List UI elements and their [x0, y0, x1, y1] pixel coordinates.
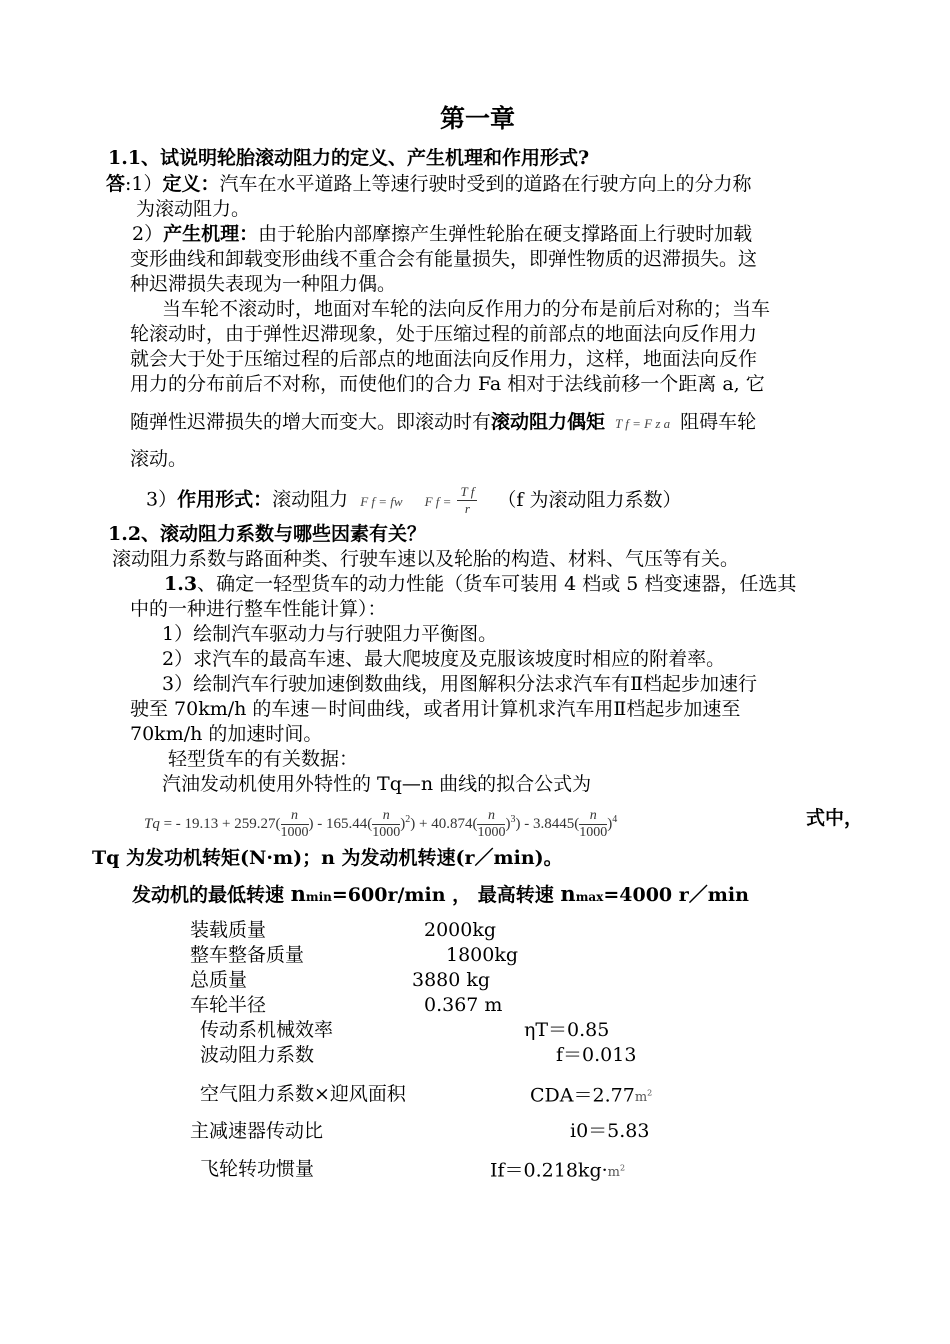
engine-speed-range [132, 882, 749, 909]
fraction-numerator: n [281, 808, 309, 825]
formula-paren: ) [505, 816, 511, 832]
item-3-label: 作用形式 [177, 488, 254, 511]
rolling-force-formula: F f = fw [360, 493, 403, 509]
item-1-colon: ： [200, 173, 220, 195]
formula-tail: 式中， [806, 807, 864, 829]
unit-m: m [607, 1165, 620, 1181]
paragraph-line-5-tail: 阻碍车轮 [680, 411, 757, 433]
answer-1-line-1 [106, 172, 752, 196]
item-3-colon: ： [253, 488, 273, 511]
param-value: 2000kg [424, 919, 497, 941]
item-2-line-2: 变形曲线和卸载变形曲线不重合会有能量损失，即弹性物质的迟滞损失。这 [130, 248, 758, 270]
unit-exponent: 2 [619, 1164, 626, 1173]
task-3-line-1: 3）绘制汽车行驶加速倒数曲线，用图解积分法求汽车有Ⅱ档起步加速行 [162, 673, 758, 695]
item-3-line [146, 484, 681, 520]
param-label: 飞轮转功惯量 [200, 1158, 315, 1180]
square-meter-unit [608, 1165, 625, 1180]
param-value: 0.367 m [424, 994, 503, 1016]
unit-exponent: 2 [647, 1089, 653, 1098]
rolling-force-fraction [457, 484, 477, 517]
fraction-denominator: 1000 [280, 825, 309, 841]
param-value-row [490, 1157, 625, 1185]
exponent-4: 4 [612, 814, 618, 825]
chapter-title: 第一章 [440, 104, 516, 133]
question-2-heading: 1.2、滚动阻力系数与哪些因素有关？ [108, 523, 427, 545]
exponent-3: 3 [510, 814, 516, 825]
paragraph-line-6: 滚动。 [130, 448, 188, 470]
formula-paren: ) [607, 816, 613, 832]
param-label: 车轮半径 [190, 994, 267, 1016]
question-2-answer: 滚动阻力系数与路面种类、行驶车速以及轮胎的构造、材料、气压等有关。 [112, 548, 740, 570]
task-3-line-3: 70km/h 的加速时间。 [130, 723, 323, 745]
rolling-force-formula-2-lhs: F f = [424, 493, 452, 509]
speed-text-c: =4000 r／min [603, 884, 749, 906]
param-label: 主减速器传动比 [190, 1120, 324, 1142]
fraction-denominator: 1000 [372, 825, 401, 841]
item-2-text: 由于轮胎内部摩擦产生弹性轮胎在硬支撑路面上行驶时加载 [258, 223, 753, 245]
param-value: If＝0.218kg· [490, 1159, 608, 1182]
answer-1-line-2: 为滚动阻力。 [136, 198, 251, 220]
question-3-line-1 [164, 572, 796, 596]
paragraph-line-4: 用力的分布前后不对称，而使他们的合力 Fa 相对于法线前移一个距离 a, 它 [130, 373, 765, 395]
param-label: 总质量 [190, 969, 248, 991]
paragraph-line-5-text: 随弹性迟滞损失的增大而变大。即滚动时有 [130, 411, 492, 433]
task-2: 2）求汽车的最高车速、最大爬坡度及克服该坡度时相应的附着率。 [162, 648, 726, 670]
formula-term-4: ) - 3.8445( [515, 816, 580, 832]
fraction-numerator: T f [457, 484, 477, 501]
param-value: CDA＝2.77 [530, 1084, 635, 1107]
formula-fraction-4 [579, 808, 607, 841]
paragraph-line-2: 轮滚动时，由于弹性迟滞现象，处于压缩过程的前部点的地面法向反作用力 [130, 323, 758, 345]
square-meter-unit [635, 1090, 652, 1105]
torque-formula [144, 800, 617, 840]
fraction-numerator: n [477, 808, 505, 825]
answer-colon: : [125, 173, 132, 195]
exponent-2: 2 [405, 814, 411, 825]
formula-term-2: ) - 165.44( [308, 816, 373, 832]
paragraph-line-5 [130, 410, 756, 436]
formula-fraction-1 [281, 808, 309, 841]
torque-definition: Tq 为发功机转矩(N·m)；n 为发动机转速(r／min)。 [92, 847, 563, 869]
item-1-label: 定义 [162, 173, 201, 195]
n-max-subscript: max [575, 890, 604, 904]
formula-intro: 汽油发动机使用外特性的 Tq—n 曲线的拟合公式为 [162, 773, 592, 795]
unit-m: m [634, 1090, 648, 1106]
torque-symbol: Tq [144, 816, 160, 832]
item-2-number: 2） [132, 223, 164, 245]
formula-fraction-3 [477, 808, 505, 841]
param-label: 整车整备质量 [190, 944, 305, 966]
task-3-line-2: 驶至 70km/h 的车速－时间曲线，或者用计算机求汽车用Ⅱ档起步加速至 [130, 698, 741, 720]
fraction-numerator: n [372, 808, 400, 825]
question-3-number: 1.3 [164, 573, 198, 595]
param-value: 3880 kg [412, 969, 491, 991]
fraction-denominator: 1000 [477, 825, 506, 841]
param-label: 传动系机械效率 [200, 1019, 334, 1041]
speed-text-a: 发动机的最低转速 [132, 884, 291, 906]
formula-fraction-2 [372, 808, 400, 841]
fraction-denominator: 1000 [579, 825, 608, 841]
n-min-symbol: n [290, 881, 306, 906]
speed-text-b: =600r/min ， 最高转速 [331, 884, 561, 906]
rolling-moment-formula: T f = F z a [615, 416, 671, 431]
item-1-number: 1） [131, 173, 163, 195]
param-label: 空气阻力系数×迎风面积 [200, 1083, 406, 1105]
formula-term-3: ) + 40.874( [410, 816, 478, 832]
rolling-resistance-moment-term: 滚动阻力偶矩 [491, 411, 606, 433]
item-3-note: （f 为滚动阻力系数） [497, 488, 682, 511]
data-intro: 轻型货车的有关数据： [168, 748, 359, 770]
formula-term-1: = - 19.13 + 259.27( [163, 816, 281, 832]
param-value: i0＝5.83 [570, 1120, 650, 1142]
param-value: f＝0.013 [556, 1044, 637, 1066]
item-1-text: 汽车在水平道路上等速行驶时受到的道路在行驶方向上的分力称 [219, 173, 752, 195]
item-2-colon: ： [239, 223, 259, 245]
param-value-row [530, 1082, 652, 1110]
param-label: 波动阻力系数 [200, 1044, 315, 1066]
n-min-subscript: min [305, 890, 332, 904]
question-3-text: 、确定一轻型货车的动力性能（货车可装用 4 档或 5 档变速器，任选其 [197, 573, 797, 595]
param-label: 装载质量 [190, 919, 267, 941]
question-1-heading: 1.1、试说明轮胎滚动阻力的定义、产生机理和作用形式? [108, 147, 590, 169]
question-3-line-2: 中的一种进行整车性能计算）： [130, 598, 387, 620]
item-3-text: 滚动阻力 [272, 488, 349, 511]
answer-prefix: 答 [106, 173, 126, 195]
param-value: 1800kg [446, 944, 519, 966]
formula-paren: ) [400, 816, 406, 832]
item-2-line-3: 种迟滞损失表现为一种阻力偶。 [130, 273, 397, 295]
fraction-numerator: n [579, 808, 607, 825]
n-max-symbol: n [560, 881, 576, 906]
item-2-line-1 [132, 222, 752, 246]
fraction-denominator: r [464, 501, 470, 516]
param-value: ηT＝0.85 [524, 1019, 610, 1041]
task-1: 1）绘制汽车驱动力与行驶阻力平衡图。 [162, 623, 498, 645]
paragraph-line-1: 当车轮不滚动时，地面对车轮的法向反作用力的分布是前后对称的；当车 [162, 298, 771, 320]
item-3-number: 3） [146, 488, 178, 511]
paragraph-line-3: 就会大于处于压缩过程的后部点的地面法向反作用力，这样，地面法向反作 [130, 348, 758, 370]
item-2-label: 产生机理 [163, 223, 240, 245]
